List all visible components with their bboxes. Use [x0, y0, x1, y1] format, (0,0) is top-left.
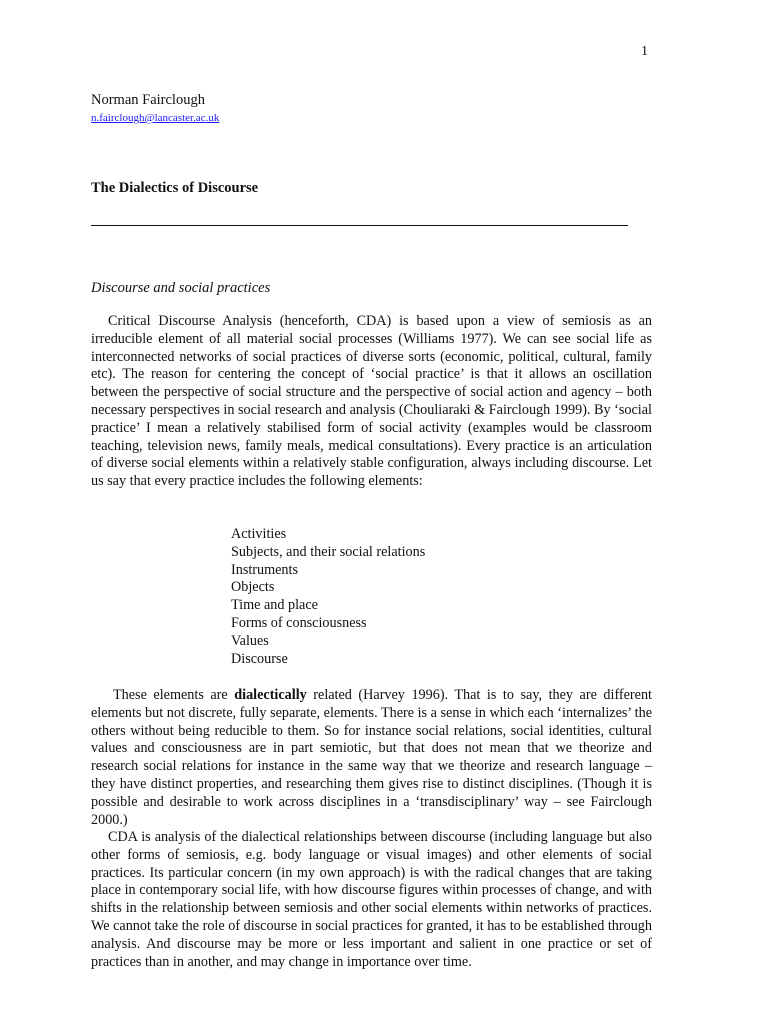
list-item: Discourse: [231, 650, 288, 667]
paragraph-1: Critical Discourse Analysis (henceforth, CDA) is based upon a view of semiosis as an irreducible element of all material social processes (Williams 1977). We can see social life as interconnected networks of social practices of diverse sorts (economic, political, cultural, family etc). The reason for centering the concept of ‘social practice’ is that it allows an oscillation between the perspective of social structure and the perspective of social action and agency – both necessary perspectives in social research and analysis (Chouliaraki & Fairclough 1999). By ‘social practice’ I mean a relatively stabilised form of social activity (examples would be classroom teaching, television news, family meals, medical consultations). Every practice is an articulation of diverse social elements within a relatively stable configuration, always including discourse. Let us say that every practice includes the following elements:: [91, 313, 652, 490]
list-item: Subjects, and their social relations: [231, 543, 426, 560]
paragraph-2-start: These elements are: [113, 687, 235, 703]
section-heading: Discourse and social practices: [91, 280, 271, 296]
paragraph-3: CDA is analysis of the dialectical relationships between discourse (including language but also other forms of semiosis, e.g. body language or visual images) and other elements of social practices. Its particular concern (in my own approach) is with the radical changes that are taking place in contemporary social life, with how discourse figures within processes of change, and with shifts in the relationship between semiosis and other social elements within networks of practices. We cannot take the role of discourse in social practices for granted, it has to be established through analysis. And discourse may be more or less important and salient in one practice or set of practices than in another, and may change in importance over time.: [91, 829, 652, 970]
list-item: Values: [231, 632, 269, 649]
paragraph-2-rest: related (Harvey 1996). That is to say, they are different elements but not discrete, fully separate, elements. There is a sense in which each ‘internalizes’ the others without being reducible to them. So for instance social relations, social identities, cultural values and consciousness are in part semiotic, but that does not mean that we theorize and research social relations for instance in the same way that we theorize and research language – they have distinct properties, and researching them gives rise to distinct disciplines. (Though it is possible and desirable to work across disciplines in a ‘transdisciplinary’ way – see Fairclough 2000.): [91, 687, 652, 828]
list-item: Instruments: [231, 561, 298, 578]
page-number: 1: [641, 44, 648, 59]
horizontal-rule: [91, 225, 628, 226]
elements-list: [231, 526, 425, 668]
list-item: Activities: [231, 526, 287, 542]
list-item: Objects: [231, 579, 275, 596]
list-item: Forms of consciousness: [231, 614, 367, 631]
paragraph-2: [91, 687, 652, 829]
document-title: The Dialectics of Discourse: [91, 180, 259, 196]
author-email-link[interactable]: n.fairclough@lancaster.ac.uk: [91, 112, 220, 124]
emphasis-dialectically: dialectically: [234, 687, 307, 703]
author-name: Norman Fairclough: [91, 92, 205, 108]
list-item: Time and place: [231, 597, 318, 614]
